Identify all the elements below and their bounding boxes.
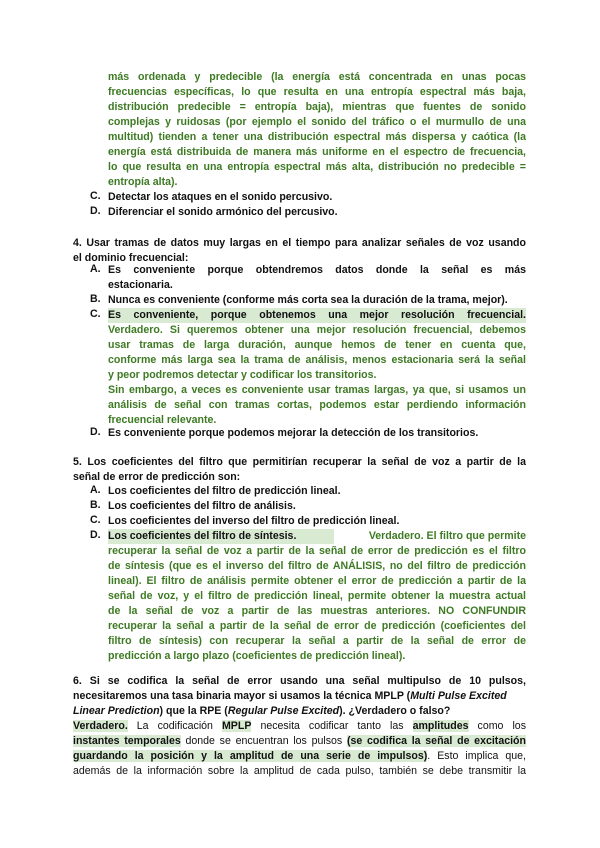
option-b-text: Los coeficientes del filtro de análisis. — [108, 500, 296, 512]
option-letter: D. — [90, 426, 101, 438]
question-4-explanation — [108, 323, 526, 428]
text-run: Multi Pulse Excited — [410, 690, 507, 702]
text-line: multitud) tienden a tener una distribución espectral más dispersa y caótica (la — [108, 131, 526, 143]
option-letter: A. — [90, 484, 101, 496]
text-line: usar tramas de larga duración, aunque hemos de tener en cuenta que, — [108, 339, 526, 351]
option-letter: B. — [90, 293, 101, 305]
text-line: frecuencias específicas, lo que resulta en una entropía espectral más baja, — [108, 86, 526, 98]
question-line: el dominio frecuencial: — [73, 252, 189, 264]
question-6 — [73, 674, 526, 719]
text-line: Es conveniente porque obtendremos datos donde la señal es más — [108, 264, 526, 276]
text-line: entropía alta). — [108, 176, 178, 188]
text-run: ) que la RPE ( — [159, 705, 228, 717]
verdict-note: Verdadero. El filtro que permite — [368, 530, 526, 542]
text-line: frecuencial relevante. — [108, 414, 217, 426]
text-run: amplitudes — [412, 720, 469, 732]
option-letter: C. — [90, 514, 101, 526]
option-a-text: Los coeficientes del filtro de predicción lineal. — [108, 485, 341, 497]
text-line: análisis de señal con tramas cortas, podemos estar perdiendo información — [108, 399, 526, 411]
text-line — [73, 734, 526, 749]
question-line: 4. Usar tramas de datos muy largas en el tiempo para analizar señales de voz usando — [73, 237, 526, 249]
option-letter: A. — [90, 263, 101, 275]
option-letter: D. — [90, 205, 101, 217]
text-run: ). ¿Verdadero o falso? — [339, 705, 451, 717]
text-line: Verdadero. Si queremos obtener una mejor resolución frecuencial, debemos — [108, 324, 526, 336]
text-line: distribución predecible = entropía baja), mientras que fuentes de sonido — [108, 101, 526, 113]
question-line: señal de error de predicción son: — [73, 471, 241, 483]
text-line: señal de voz, y el filtro de predicción lineal, permite obtener la muestra actual — [108, 590, 526, 602]
question-4 — [73, 236, 526, 266]
text-line: predicción a largo plazo (coeficientes de predicción lineal). — [108, 650, 406, 662]
text-line: y peor podremos detectar y codificar los transitorios. — [108, 369, 377, 381]
option-letter: B. — [90, 499, 101, 511]
question-line — [73, 689, 526, 704]
text-line — [73, 749, 526, 764]
option-d-text: Es conveniente porque podemos mejorar la detección de los transitorios. — [108, 427, 479, 439]
text-line — [73, 719, 526, 734]
text-run: instantes temporales — [73, 735, 181, 747]
text-line: conforme más larga sea la trama de análisis, menos estacionaria será la señal — [108, 354, 526, 366]
question-line: 6. Si se codifica la señal de error usando una señal multipulso de 10 pulsos, — [73, 675, 526, 687]
option-c-correct-text: Es conveniente, porque obtenemos una mejor resolución frecuencial. — [108, 309, 526, 321]
text-line: de la señal de voz a partir de las muestras anteriores. NO CONFUNDIR — [108, 605, 526, 617]
option-a-text — [108, 263, 526, 293]
text-line: Sin embargo, a veces es conveniente usar tramas largas, ya que, si usamos un — [108, 384, 526, 396]
text-run: como los — [468, 720, 526, 732]
text-line: complejas y ruidosas (por ejemplo el sonido del tráfico o el murmullo de una — [108, 116, 526, 128]
question-5 — [73, 455, 526, 485]
option-letter: C. — [90, 308, 101, 320]
text-run: MPLP — [221, 720, 252, 732]
question-line: 5. Los coeficientes del filtro que permitirían recuperar la señal de voz a partir de la — [73, 456, 526, 468]
text-run: guardando la posición y la amplitud de una serie de impulsos) — [73, 750, 428, 762]
text-line: además de la información sobre la amplitud de cada pulso, también se debe transmitir la — [73, 765, 526, 777]
text-line: de síntesis (que es el inverso del filtro de ANÁLISIS, no del filtro de predicción — [108, 560, 526, 572]
question-line — [73, 704, 526, 719]
text-line: recuperar la señal a partir de la señal de error de predicción (coeficientes del — [108, 620, 526, 632]
text-run: Linear Prediction — [73, 705, 160, 717]
text-run: (se codifica la señal de excitación — [346, 735, 526, 747]
text-line: estacionaria. — [108, 279, 173, 291]
text-line: filtro de síntesis) con recuperar la señal a partir de la señal de error de — [108, 635, 526, 647]
option-letter: C. — [90, 190, 101, 202]
option-c-text: Los coeficientes del inverso del filtro de predicción lineal. — [108, 515, 400, 527]
previous-answer-explanation — [108, 70, 526, 190]
text-line: lineal). El filtro de análisis permite obtener el error de predicción a partir de la — [108, 575, 526, 587]
verdict-label: Verdadero. — [73, 720, 128, 732]
option-text: Diferenciar el sonido armónico del percusivo. — [108, 206, 338, 218]
text-line: energía está distribuida de manera más uniforme en el espectro de frecuencia, — [108, 146, 526, 158]
text-run: La codificación — [127, 720, 222, 732]
option-text: Detectar los ataques en el sonido percusivo. — [108, 191, 333, 203]
text-line: más ordenada y predecible (la energía está concentrada en unas pocas — [108, 71, 526, 83]
text-run: Regular Pulse Excited — [227, 705, 340, 717]
text-run: donde se encuentran los pulsos — [180, 735, 347, 747]
text-line: lo que resulta en una entropía espectral más alta, distribución no predecible = — [108, 161, 526, 173]
option-b-text: Nunca es conveniente (conforme más corta sea la duración de la trama, mejor). — [108, 294, 508, 306]
text-run: . Esto implica que, — [427, 750, 526, 762]
question-5-explanation — [108, 544, 526, 664]
text-line: recuperar la señal de voz a partir de la señal de error de predicción es el filtro — [108, 545, 526, 557]
option-letter: D. — [90, 529, 101, 541]
text-run: necesitaremos una tasa binaria mayor si usamos la técnica MPLP ( — [73, 690, 411, 702]
question-6-answer — [73, 719, 526, 779]
text-run: necesita codificar tanto las — [251, 720, 413, 732]
option-d-correct-text: Los coeficientes del filtro de síntesis. — [108, 529, 334, 544]
